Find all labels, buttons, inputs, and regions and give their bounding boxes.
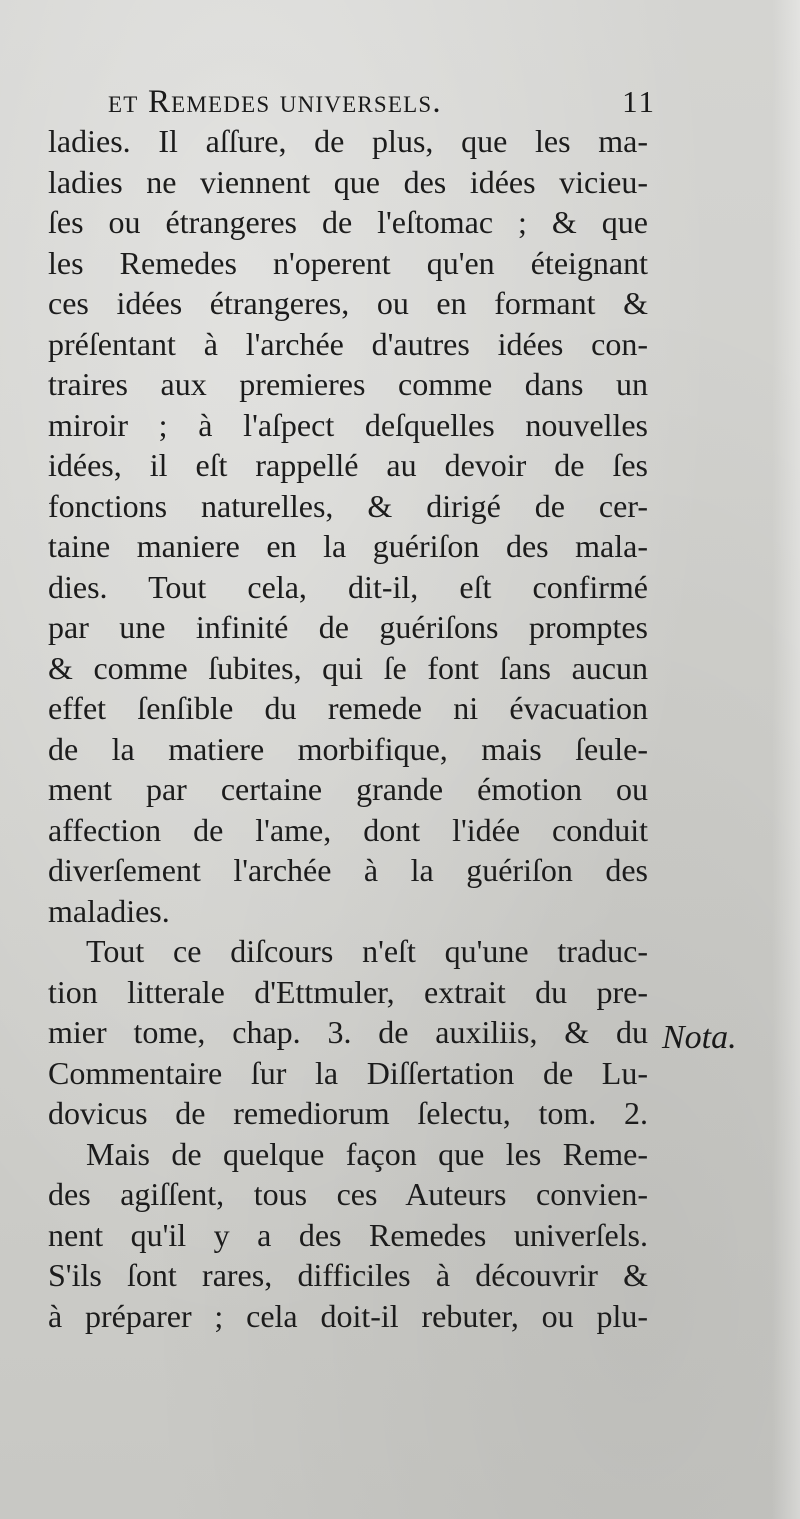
text-line: ces idées étrangeres, ou en formant &	[48, 285, 648, 321]
text-line: Mais de quelque façon que les Reme-	[86, 1135, 648, 1172]
text-line: idées, il eſt rappellé au devoir de ſes	[48, 447, 648, 483]
running-head	[108, 84, 656, 124]
text-line: dies. Tout cela, dit-il, eſt confirmé	[48, 568, 648, 605]
text-line: S'ils ſont rares, difficiles à découvrir &	[48, 1257, 648, 1293]
page-edge-shading	[772, 0, 800, 1519]
text-line: ſes ou étrangeres de l'eſtomac ; & que	[48, 204, 648, 240]
margin-note: Nota.	[662, 1019, 737, 1056]
text-line: & comme ſubites, qui ſe font ſans aucun	[48, 649, 648, 686]
text-line: des agiſſent, tous ces Auteurs convien-	[48, 1176, 648, 1212]
text-line: mier tome, chap. 3. de auxiliis, & du	[48, 1014, 648, 1050]
text-line: nent qu'il y a des Remedes univerſels.	[48, 1216, 648, 1253]
text-line: fonctions naturelles, & dirigé de cer-	[48, 487, 648, 524]
text-line: traires aux premieres comme dans un	[48, 366, 648, 402]
text-line: effet ſenſible du remede ni évacuation	[48, 690, 648, 726]
text-line: de la matiere morbifique, mais ſeule-	[48, 730, 648, 767]
text-line: tion litterale d'Ettmuler, extrait du pre-	[48, 973, 648, 1010]
text-line: à préparer ; cela doit-il rebuter, ou plu-	[48, 1297, 648, 1334]
running-title: et Remedes universels.	[108, 84, 442, 120]
text-line: Commentaire ſur la Diſſertation de Lu-	[48, 1054, 648, 1091]
text-line: par une infinité de guériſons promptes	[48, 609, 648, 645]
text-line: les Remedes n'operent qu'en éteignant	[48, 244, 648, 281]
text-line: dovicus de remediorum ſelectu, tom. 2.	[48, 1095, 648, 1131]
text-line: diverſement l'archée à la guériſon des	[48, 852, 648, 888]
text-line: préſentant à l'archée d'autres idées con-	[48, 325, 648, 362]
text-line: miroir ; à l'aſpect deſquelles nouvelles	[48, 406, 648, 443]
text-line: ment par certaine grande émotion ou	[48, 771, 648, 807]
text-line: ladies. Il aſſure, de plus, que les ma-	[48, 123, 648, 159]
text-line: taine maniere en la guériſon des mala-	[48, 528, 648, 564]
text-line: maladies.	[48, 892, 170, 929]
text-line: affection de l'ame, dont l'idée conduit	[48, 811, 648, 848]
text-line: Tout ce diſcours n'eſt qu'une traduc-	[86, 933, 648, 969]
body-text	[48, 121, 648, 1336]
page-number: 11	[622, 84, 656, 119]
text-line: ladies ne viennent que des idées vicieu-	[48, 163, 648, 200]
